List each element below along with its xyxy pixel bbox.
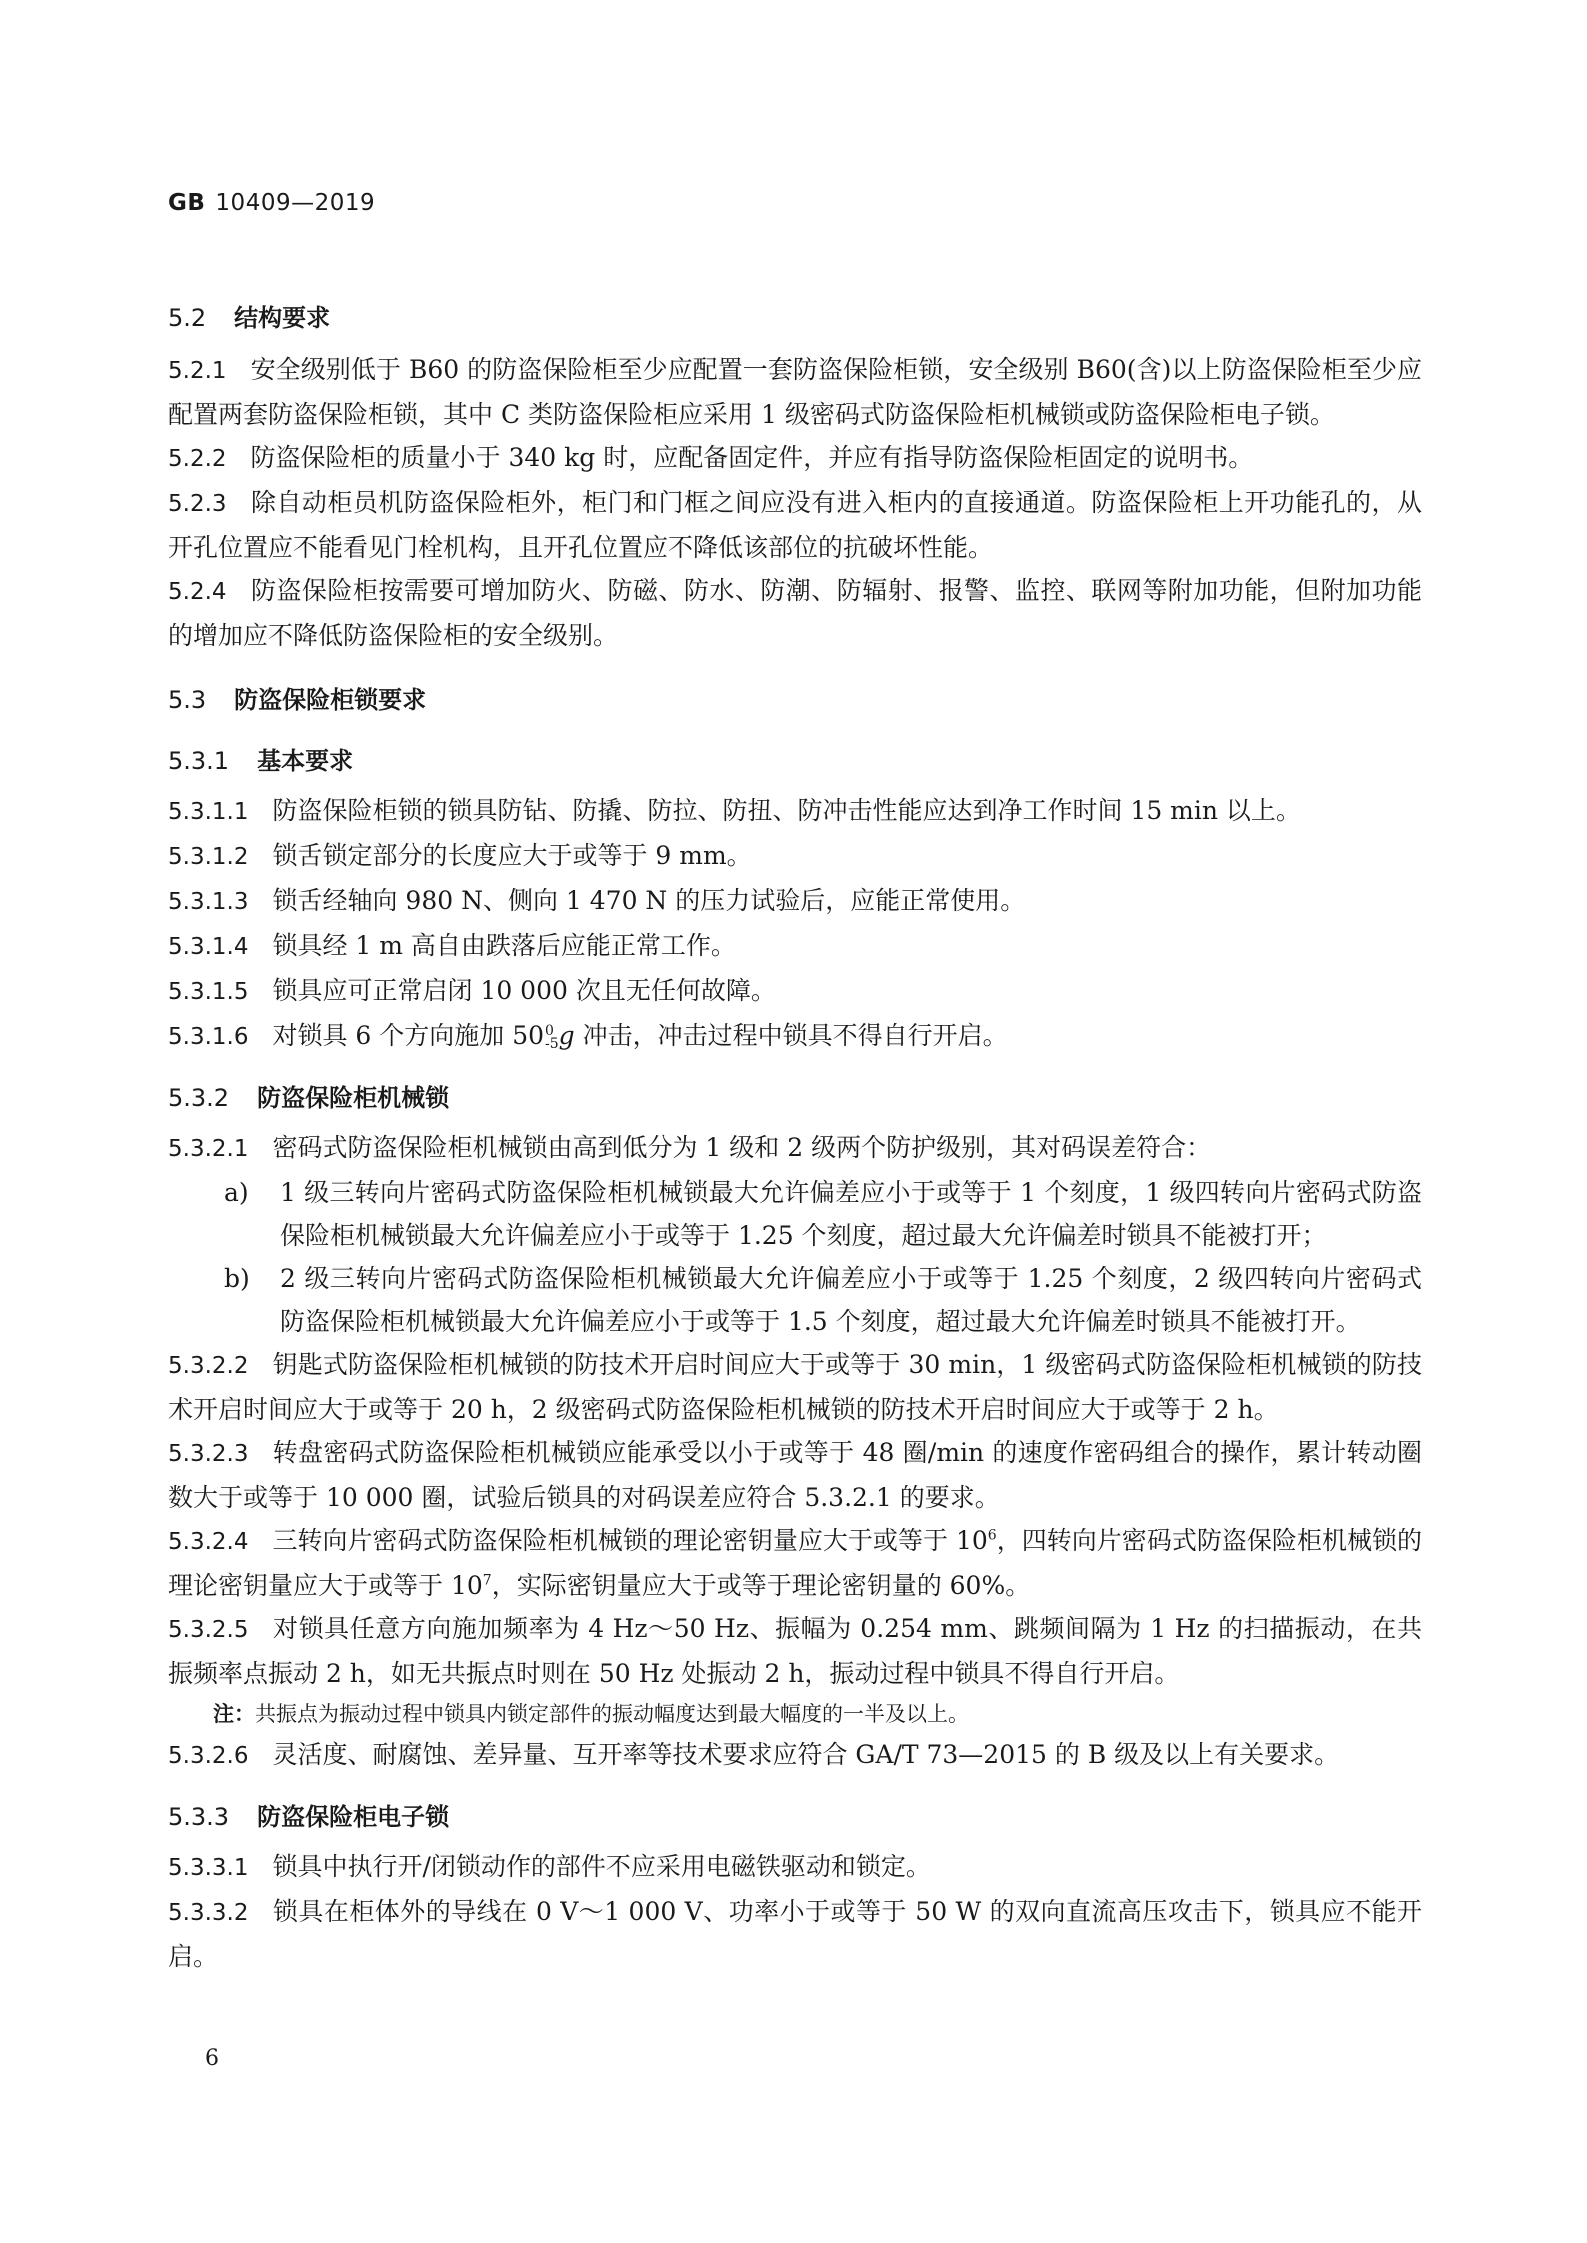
section-heading-5-3-2: 5.3.2 防盗保险柜机械锁: [168, 1084, 450, 1112]
clause-5-3-1-2: 5.3.1.2 锁舌锁定部分的长度应大于或等于 9 mm。: [168, 841, 752, 870]
clause-5-3-2-1: 5.3.2.1 密码式防盗保险柜机械锁由高到低分为 1 级和 2 级两个防护级别，其对码误差符合：: [168, 1133, 1212, 1162]
clause-5-2-1: 5.2.1 安全级别低于 B60 的防盗保险柜至少应配置一套防盗保险柜锁，安全级别 B60(含)以上防盗保险柜至少应配置两套防盗保险柜锁，其中 C 类防盗保险柜应采用 1 级密码式防盗保险柜机械锁或防盗保险柜电子锁。: [168, 355, 1422, 429]
list-item-b: b) 2 级三转向片密码式防盗保险柜机械锁最大允许偏差应小于或等于 1.25 个刻度，2 级四转向片密码式防盗保险柜机械锁最大允许偏差应小于或等于 1.5 个刻度，超过最大允许偏差时锁具不能被打开。: [224, 1264, 1422, 1336]
clause-5-3-3-2: 5.3.3.2 锁具在柜体外的导线在 0 V～1 000 V、功率小于或等于 50 W 的双向直流高压攻击下，锁具应不能开启。: [168, 1897, 1422, 1971]
clause-5-2-2: 5.2.2 防盗保险柜的质量小于 340 kg 时，应配备固定件，并应有指导防盗保险柜固定的说明书。: [168, 443, 1254, 472]
clause-5-3-1-5: 5.3.1.5 锁具应可正常启闭 10 000 次且无任何故障。: [168, 976, 776, 1005]
clause-5-3-1-3: 5.3.1.3 锁舌经轴向 980 N、侧向 1 470 N 的压力试验后，应能正常使用。: [168, 886, 1026, 915]
list-item-a: a) 1 级三转向片密码式防盗保险柜机械锁最大允许偏差应小于或等于 1 个刻度，1 级四转向片密码式防盗保险柜机械锁最大允许偏差应小于或等于 1.25 个刻度，超过最大允许偏差时锁具不能被打开；: [224, 1178, 1422, 1250]
section-heading-5-3-3: 5.3.3 防盗保险柜电子锁: [168, 1803, 450, 1831]
clause-5-3-1-1: 5.3.1.1 防盗保险柜锁的锁具防钻、防撬、防拉、防扭、防冲击性能应达到净工作时间 15 min 以上。: [168, 796, 1301, 825]
note: 注：共振点为振动过程中锁具内锁定部件的振动幅度达到最大幅度的一半及以上。: [213, 1702, 969, 1726]
clause-5-3-2-2: 5.3.2.2 钥匙式防盗保险柜机械锁的防技术开启时间应大于或等于 30 min，1 级密码式防盗保险柜机械锁的防技术开启时间应大于或等于 20 h，2 级密码式防盗保险柜机械锁的防技术开启时间应大于或等于 2 h。: [168, 1350, 1422, 1424]
clause-5-3-1-6: 5.3.1.6 对锁具 6 个方向施加 50 0 -5 g 冲击，冲击过程中锁具不得自行开启。: [168, 1021, 1008, 1052]
section-heading-5-3: 5.3 防盗保险柜锁要求: [168, 686, 427, 714]
clause-5-2-4: 5.2.4 防盗保险柜按需要可增加防火、防磁、防水、防潮、防辐射、报警、监控、联网等附加功能，但附加功能的增加应不降低防盗保险柜的安全级别。: [168, 576, 1422, 650]
clause-5-3-2-5: 5.3.2.5 对锁具任意方向施加频率为 4 Hz～50 Hz、振幅为 0.254 mm、跳频间隔为 1 Hz 的扫描振动，在共振频率点振动 2 h，如无共振点时则在 50 Hz 处振动 2 h，振动过程中锁具不得自行开启。: [168, 1614, 1422, 1688]
document-body: [168, 275, 1422, 1978]
standard-header: [168, 190, 375, 216]
section-heading-5-2: 5.2 结构要求: [168, 304, 331, 332]
clause-5-3-3-1: 5.3.3.1 锁具中执行开/闭锁动作的部件不应采用电磁铁驱动和锁定。: [168, 1852, 931, 1881]
section-heading-5-3-1: 5.3.1 基本要求: [168, 747, 354, 775]
standard-prefix: GB: [168, 190, 206, 216]
clause-5-3-1-4: 5.3.1.4 锁具经 1 m 高自由跌落后应能正常工作。: [168, 931, 736, 960]
page-number: 6: [205, 2046, 219, 2071]
clause-5-3-2-4: 5.3.2.4 三转向片密码式防盗保险柜机械锁的理论密钥量应大于或等于 $10^6$，四转向片密码式防盗保险柜机械锁的理论密钥量应大于或等于 $10^7$，实际密钥量应大于或等于理论密钥量的 60%。: [168, 1526, 1422, 1600]
clause-5-3-2-6: 5.3.2.6 灵活度、耐腐蚀、差异量、互开率等技术要求应符合 GA/T 73—2015 的 B 级及以上有关要求。: [168, 1740, 1340, 1769]
clause-5-2-3: 5.2.3 除自动柜员机防盗保险柜外，柜门和门框之间应没有进入柜内的直接通道。防盗保险柜上开功能孔的，从开孔位置应不能看见门栓机构，且开孔位置应不降低该部位的抗破坏性能。: [168, 488, 1422, 562]
standard-number: 10409—2019: [215, 190, 376, 216]
tolerance: 0 -5: [545, 1022, 559, 1052]
clause-5-3-2-3: 5.3.2.3 转盘密码式防盗保险柜机械锁应能承受以小于或等于 48 圈/min 的速度作密码组合的操作，累计转动圈数大于或等于 10 000 圈，试验后锁具的对码误差应符合 5.3.2.1 的要求。: [168, 1438, 1422, 1512]
